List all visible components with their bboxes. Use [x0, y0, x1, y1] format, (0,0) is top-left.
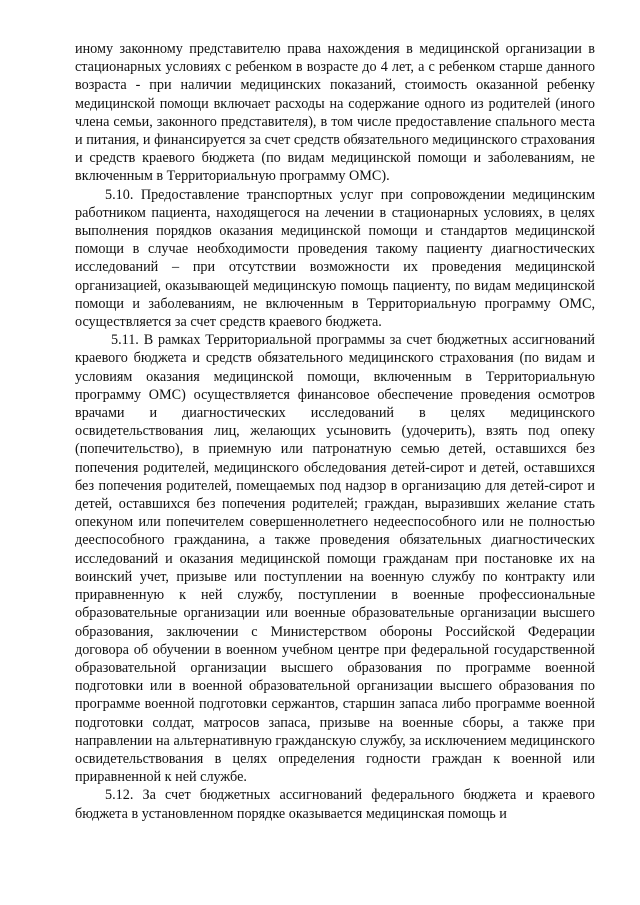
document-page: [75, 40, 595, 823]
paragraph-5-12: 5.12. За счет бюджетных ассигнований федерального бюджета и краевого бюджета в установленном порядке оказывается медицинская помощь и: [75, 787, 595, 822]
paragraph-5-11: 5.11. В рамках Территориальной программы за счет бюджетных ассигнований краевого бюджета и средств обязательного медицинского страхования (по видам и условиям оказания медицинской помощи, включенным в Территориальную программу ОМС) осуществляется финансовое обеспечение проведения осмотров врачами и диагностических исследований в целях медицинского освидетельствования лиц, желающих усыновить (удочерить), взять под опеку (попечительство), в приемную или патронатную семью детей, оставшихся без попечения родителей, медицинского обследования детей-сирот и детей, оставшихся без попечения родителей, помещаемых под надзор в организацию для детей-сирот и детей, оставшихся без попечения родителей; граждан, выразивших желание стать опекуном или попечителем совершеннолетнего недееспособного или не полностью дееспособного гражданина, а также проведения обязательных диагностических исследований и оказания медицинской помощи гражданам при постановке их на воинский учет, призыве или поступлении на военную службу по контракту или приравненную к ней службу, поступлении в военные профессиональные образовательные организации или военные образовательные организации высшего образования, заключении с Министерством обороны Российской Федерации договора об обучении в военном учебном центре при федеральной государственной образовательной организации высшего образования по программе военной подготовки или в военной образовательной организации высшего образования по программе военной подготовки сержантов, старшин запаса либо программе военной подготовки солдат, матросов запаса, призыве на военные сборы, а также при направлении на альтернативную гражданскую службу, за исключением медицинского освидетельствования в целях определения годности граждан к военной или приравненной к ней службе.: [75, 332, 595, 786]
paragraph-5-10: 5.10. Предоставление транспортных услуг при сопровождении медицинским работником пациента, находящегося на лечении в стационарных условиях, в целях выполнения порядков оказания медицинской помощи и стандартов медицинской помощи в случае необходимости проведения такому пациенту диагностических исследований – при отсутствии возможности их проведения медицинской организацией, оказывающей медицинскую помощь пациенту, по видам медицинской помощи и заболеваниям, не включенным в Территориальную программу ОМС, осуществляется за счет средств краевого бюджета.: [75, 186, 595, 331]
paragraph-continuation: иному законному представителю права нахождения в медицинской организации в стационарных условиях с ребенком в возрасте до 4 лет, а с ребенком старше данного возраста - при наличии медицинских показаний, стоимость оказанной ребенку медицинской помощи включает расходы на содержание одного из родителей (иного члена семьи, законного представителя), в том числе предоставление спального места и питания, и финансируется за счет средств обязательного медицинского страхования и средств краевого бюджета (по видам медицинской помощи и заболеваниям, не включенным в Территориальную программу ОМС).: [75, 41, 595, 185]
